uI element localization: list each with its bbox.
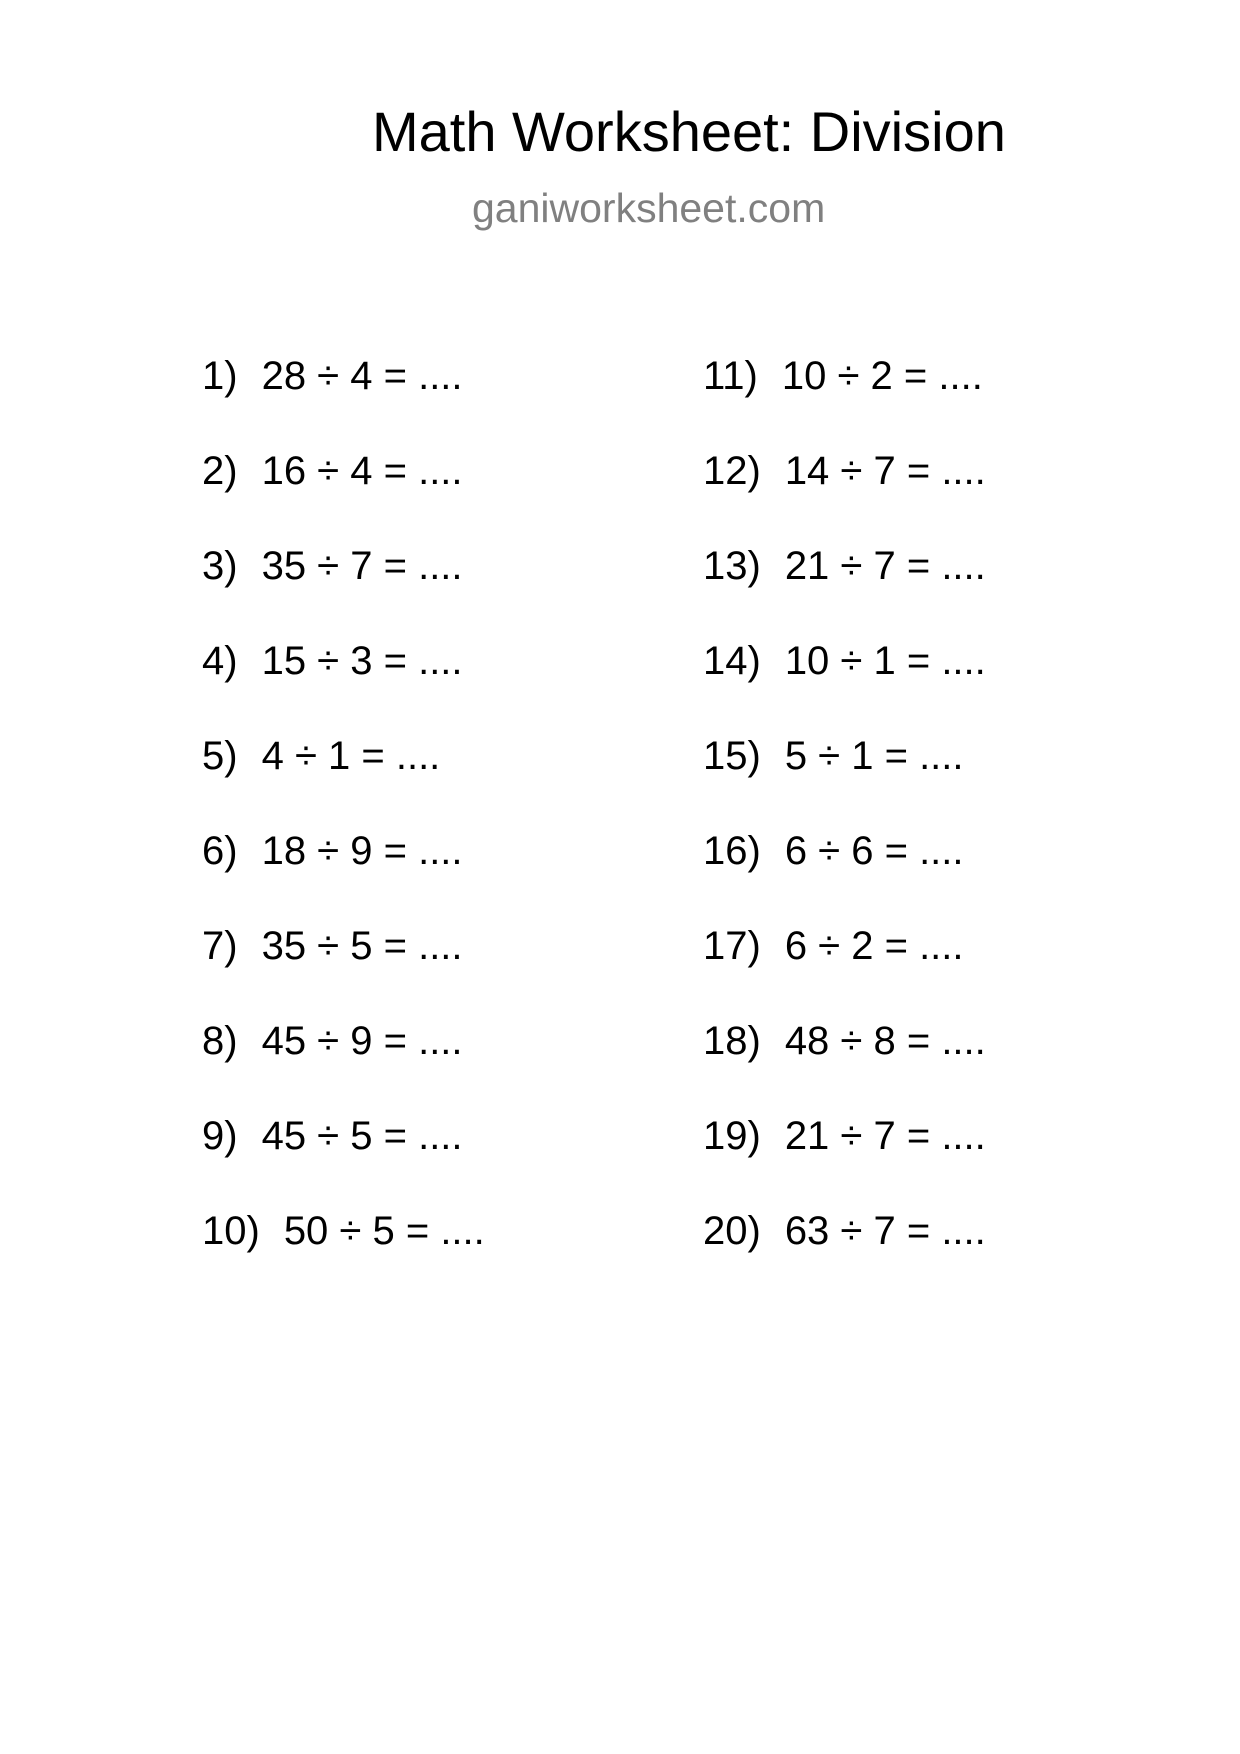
problem-7 <box>202 922 485 1017</box>
worksheet-source: ganiworksheet.com <box>472 185 826 231</box>
problem-expression: 6 ÷ 2 = .... <box>784 924 964 968</box>
problem-13 <box>703 542 986 637</box>
problem-6 <box>202 827 485 922</box>
problem-number: 12) <box>703 449 761 493</box>
problem-number: 9) <box>202 1114 238 1158</box>
problem-20 <box>703 1207 986 1302</box>
problem-expression: 45 ÷ 9 = .... <box>261 1019 463 1063</box>
problem-11 <box>703 352 986 447</box>
problems-left-column <box>202 352 485 1302</box>
problem-expression: 14 ÷ 7 = .... <box>784 449 986 493</box>
problem-expression: 4 ÷ 1 = .... <box>261 734 441 778</box>
problem-expression: 16 ÷ 4 = .... <box>261 449 463 493</box>
problem-12 <box>703 447 986 542</box>
problem-expression: 21 ÷ 7 = .... <box>784 1114 986 1158</box>
problem-number: 13) <box>703 544 761 588</box>
problem-expression: 21 ÷ 7 = .... <box>784 544 986 588</box>
problem-16 <box>703 827 986 922</box>
problem-number: 16) <box>703 829 761 873</box>
problem-number: 10) <box>202 1209 260 1253</box>
problem-number: 7) <box>202 924 238 968</box>
problem-number: 18) <box>703 1019 761 1063</box>
problem-17 <box>703 922 986 1017</box>
problem-number: 4) <box>202 639 238 683</box>
problem-5 <box>202 732 485 827</box>
problem-expression: 50 ÷ 5 = .... <box>283 1209 485 1253</box>
problem-expression: 48 ÷ 8 = .... <box>784 1019 986 1063</box>
problem-number: 19) <box>703 1114 761 1158</box>
problem-expression: 45 ÷ 5 = .... <box>261 1114 463 1158</box>
problem-number: 5) <box>202 734 238 778</box>
problem-expression: 6 ÷ 6 = .... <box>784 829 964 873</box>
problem-expression: 35 ÷ 7 = .... <box>261 544 463 588</box>
problem-19 <box>703 1112 986 1207</box>
problem-number: 15) <box>703 734 761 778</box>
problem-number: 11) <box>703 354 758 398</box>
problem-4 <box>202 637 485 732</box>
problem-expression: 15 ÷ 3 = .... <box>261 639 463 683</box>
problem-number: 1) <box>202 354 238 398</box>
problem-1 <box>202 352 485 447</box>
problems-right-column <box>703 352 986 1302</box>
problem-expression: 35 ÷ 5 = .... <box>261 924 463 968</box>
problem-number: 14) <box>703 639 761 683</box>
problem-expression: 5 ÷ 1 = .... <box>784 734 964 778</box>
problem-9 <box>202 1112 485 1207</box>
problem-expression: 18 ÷ 9 = .... <box>261 829 463 873</box>
worksheet-title: Math Worksheet: Division <box>372 100 1006 163</box>
problem-number: 20) <box>703 1209 761 1253</box>
problem-number: 6) <box>202 829 238 873</box>
problem-10 <box>202 1207 485 1302</box>
problem-number: 17) <box>703 924 761 968</box>
problem-expression: 63 ÷ 7 = .... <box>784 1209 986 1253</box>
problem-18 <box>703 1017 986 1112</box>
problem-15 <box>703 732 986 827</box>
problem-number: 8) <box>202 1019 238 1063</box>
problem-number: 3) <box>202 544 238 588</box>
problem-2 <box>202 447 485 542</box>
problem-8 <box>202 1017 485 1112</box>
problem-number: 2) <box>202 449 238 493</box>
problem-14 <box>703 637 986 732</box>
problem-3 <box>202 542 485 637</box>
problem-expression: 10 ÷ 1 = .... <box>784 639 986 683</box>
problem-expression: 10 ÷ 2 = .... <box>781 354 983 398</box>
problem-expression: 28 ÷ 4 = .... <box>261 354 463 398</box>
